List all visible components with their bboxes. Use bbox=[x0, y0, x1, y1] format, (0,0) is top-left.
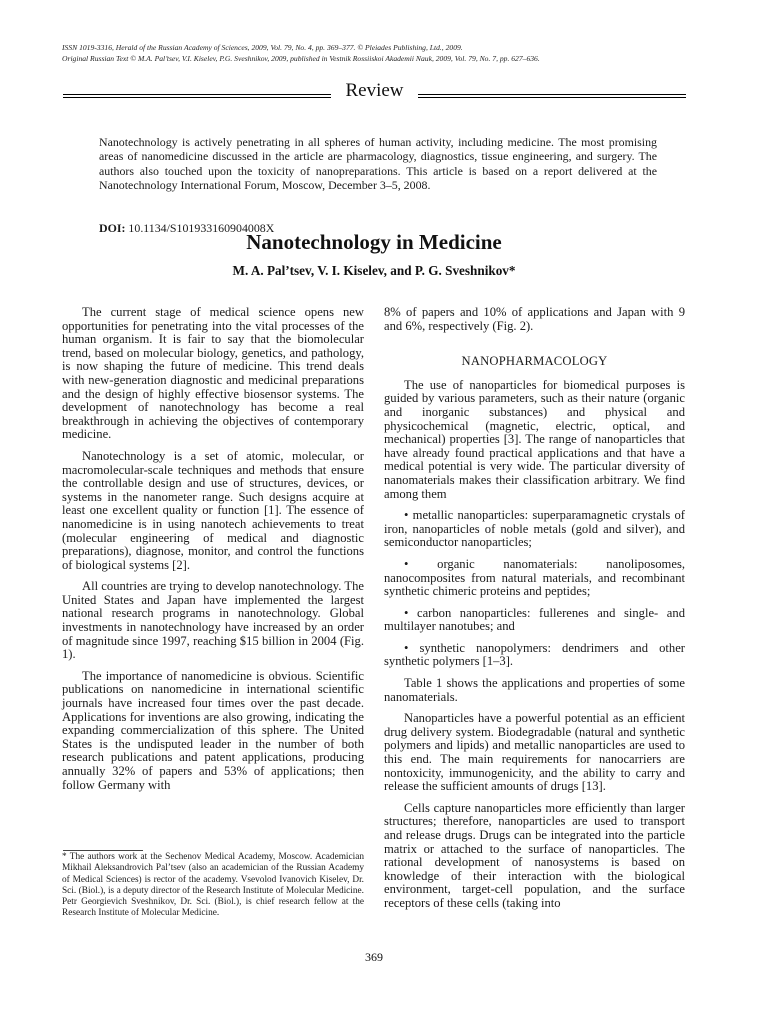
right-column bbox=[384, 306, 685, 919]
bullet-item: • synthetic nanopolymers: dendrimers and other synthetic polymers [1–3]. bbox=[384, 640, 685, 669]
footnote-rule bbox=[63, 850, 143, 851]
abstract: Nanotechnology is actively penetrating in all spheres of human activity, including medicine. The most promising areas of nanomedicine discussed in the article are pharmacology, diagnostics, tissue engineering, and surgery. The authors also touched upon the toxicity of nanopreparations. This article is based on a report delivered at the Nanotechnology International Forum, Moscow, December 3–5, 2008. bbox=[99, 135, 657, 192]
page-number: 369 bbox=[365, 950, 383, 964]
author-footnote: * The authors work at the Sechenov Medical Academy, Moscow. Academician Mikhail Aleksandrovich Pal’tsev (also an academician of the Russian Academy of Medical Sciences) is rector of the academy. Vsevolod Ivanovich Kiselev, Dr. Sci. (Biol.), is a deputy director of the Research Institute of Molecular Medicine. Petr Georgievich Sveshnikov, Dr. Sci. (Biol.), is chief research fellow at the Research Institute of Molecular Medicine. bbox=[62, 852, 364, 919]
authors: M. A. Pal’tsev, V. I. Kiselev, and P. G. Sveshnikov* bbox=[232, 263, 516, 278]
bullet-item: • metallic nanoparticles: superparamagnetic crystals of iron, nanoparticles of noble metals (gold and silver), and semiconductor nanoparticles; bbox=[384, 508, 685, 550]
journal-header bbox=[62, 42, 712, 64]
section-rule-right bbox=[418, 94, 686, 98]
section-heading: NANOPHARMACOLOGY bbox=[461, 354, 608, 369]
article-title: Nanotechnology in Medicine bbox=[246, 230, 502, 254]
paragraph: The importance of nanomedicine is obvious. Scientific publications on nanomedicine in international scientific journals have increased four times over the past decade. Applications for inventions are also growing, indicating the expanding commercialization of this sphere. The United States is the undisputed leader in the number of both research publications and patent applications, producing annually 32% of papers and 53% of applications; then follow Germany with bbox=[62, 668, 364, 792]
section-rule-left bbox=[63, 94, 331, 98]
paragraph: Nanoparticles have a powerful potential as an efficient drug delivery system. Biodegradable (natural and synthetic polymers and lipids) and metallic nanoparticles are used to this end. The main requirements for nanocarriers are nontoxicity, immunogenicity, and the ability to carry and release the sufficient amounts of drugs [13]. bbox=[384, 711, 685, 794]
paragraph: The use of nanoparticles for biomedical purposes is guided by various parameters, such as their nature (organic and inorganic substances) and physical and physicochemical (magnetic, electric, optical, and mechanical) properties [3]. The range of nanoparticles that have already found practical applications and that have a medical potential is very wide. The particular diversity of nanomaterials makes their classification arbitrary. We find among them bbox=[384, 377, 685, 501]
section-label: Review bbox=[345, 80, 404, 101]
left-column bbox=[62, 306, 364, 800]
bullet-item: • carbon nanoparticles: fullerenes and single- and multilayer nanotubes; and bbox=[384, 605, 685, 634]
paragraph: Nanotechnology is a set of atomic, molecular, or macromolecular-scale techniques and methods that ensure the controllable design and use of structures, devices, or systems in the nanometer range. Such designs acquire at least one excellent quality or function [1]. The essence of nanomedicine is in using nanotech achievements to treat (molecular engineering of medical and diagnostic preparations), diagnose, monitor, and control the functions of biological systems [2]. bbox=[62, 448, 364, 572]
paragraph-continuation: 8% of papers and 10% of applications and Japan with 9 and 6%, respectively (Fig. 2). bbox=[384, 305, 685, 333]
paragraph: All countries are trying to develop nanotechnology. The United States and Japan have implemented the largest national research programs in nanotechnology. Global investments in nanotechnology have increased by an order of magnitude since 1997, reaching $15 billion in 2004 (Fig. 1). bbox=[62, 579, 364, 662]
bullet-item: • organic nanomaterials: nanoliposomes, nanocomposites from natural materials, and recombinant synthetic chimeric proteins and peptides; bbox=[384, 556, 685, 599]
paragraph: Table 1 shows the applications and properties of some nanomaterials. bbox=[384, 676, 685, 704]
paragraph: Cells capture nanoparticles more efficiently than larger structures; therefore, nanoparticles are used to transport and release drugs. Drugs can be integrated into the particle matrix or attached to the surface of nanoparticles. The rational development of nanosystems is based on knowledge of their interaction with the biological environment, target-cell population, and the surface receptors of these cells (taking into bbox=[384, 800, 685, 910]
paragraph: The current stage of medical science opens new opportunities for penetrating into the vital processes of the human organism. It is fair to say that the biomolecular trend, based on molecular biology, genetics, and pathology, is now shaping the future of medicine. This trend deals with new-generation diagnostic and medicinal preparations and the design of highly effective biosensor systems. The development of nanotechnology has become a real breakthrough in achieving the objectives of contemporary medicine. bbox=[62, 305, 364, 442]
citation-line: ISSN 1019-3316, Herald of the Russian Academy of Sciences, 2009, Vol. 79, No. 4, pp. 369–377. © Pleiades Publishing, Ltd., 2009. bbox=[62, 43, 463, 52]
doi-value: 10.1134/S101933160904008X bbox=[128, 221, 275, 235]
doi-label: DOI: bbox=[99, 221, 126, 235]
original-text-line: Original Russian Text © M.A. Pal’tsev, V.I. Kiselev, P.G. Sveshnikov, 2009, published in Vestnik Rossiiskoi Akademii Nauk, 2009, Vol. 79, No. 7, pp. 627–636. bbox=[62, 54, 540, 63]
